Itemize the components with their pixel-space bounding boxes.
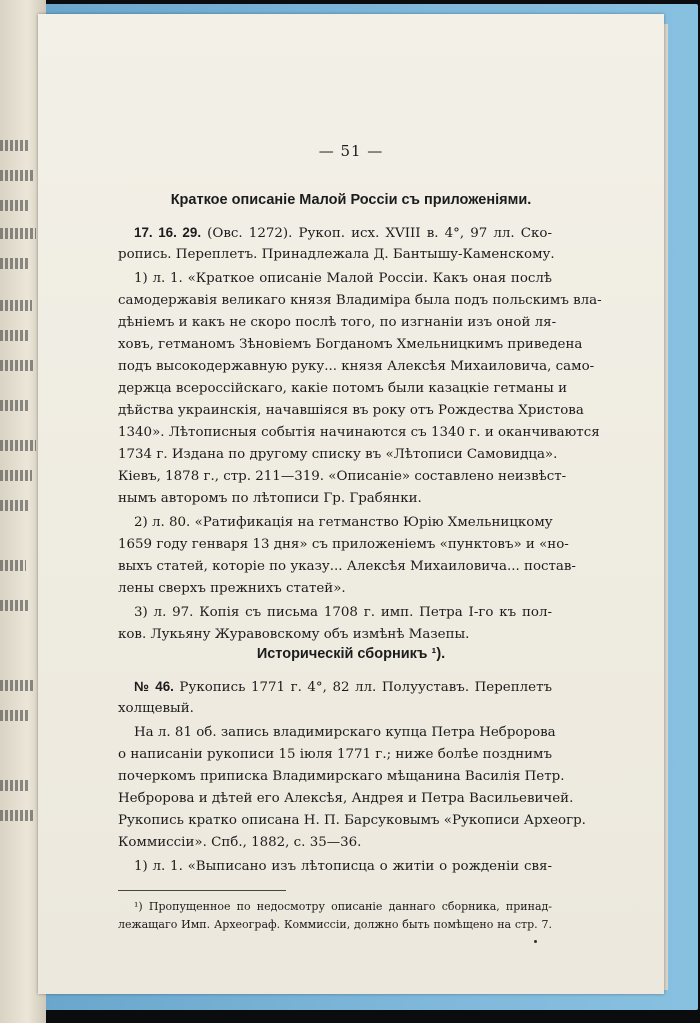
text-line: ропись. Переплетъ. Принадлежала Д. Бантышу-Каменскому. xyxy=(118,247,555,262)
footnote-line: ¹) Пропущенное по недосмотру описаніе даннаго сборника, принад- xyxy=(134,900,552,913)
text-line: 1) л. 1. «Краткое описаніе Малой Россіи. Какъ оная послѣ xyxy=(134,271,552,286)
text-line: 1340». Лѣтописныя событія начинаются съ 1340 г. и оканчиваются xyxy=(118,425,600,440)
text-line: холщевый. xyxy=(118,701,194,716)
book-page xyxy=(38,14,664,994)
text-line: 17. 16. 29. (Овс. 1272). Рукоп. исх. XVIII в. 4°, 97 лл. Ско- xyxy=(134,225,552,241)
footnote-line: лежащаго Имп. Археограф. Коммиссіи, должно быть помѣщено на стр. 7. xyxy=(118,918,552,931)
text-line: 1) л. 1. «Выписано изъ лѣтописца о житіи о рожденіи свя- xyxy=(134,859,552,874)
text-line: держца всероссійскаго, какіе потомъ были казацкіе гетманы и xyxy=(118,381,567,396)
text-line: 3) л. 97. Копія съ письма 1708 г. имп. Петра I-го къ пол- xyxy=(134,605,552,620)
shelfmark: № 46. xyxy=(134,679,174,694)
text-line: нымъ авторомъ по лѣтописи Гр. Грабянки. xyxy=(118,491,422,506)
section-heading-1: Краткое описаніе Малой Россіи съ приложеніями. xyxy=(170,192,532,208)
text-line: Коммиссіи». Спб., 1882, с. 35—36. xyxy=(118,835,362,850)
text-line: № 46. Рукопись 1771 г. 4°, 82 лл. Полууставъ. Переплетъ xyxy=(134,679,553,695)
text-line: 1659 году генваря 13 дня» съ приложеніемъ «пунктовъ» и «но- xyxy=(118,537,569,552)
text-line: ховъ, гетманомъ Зѣновіемъ Богданомъ Хмельницкимъ приведена xyxy=(118,337,583,352)
text-line: лены сверхъ прежнихъ статей». xyxy=(118,581,346,596)
text-line: дѣйства украинскія, начавшіяся въ року отъ Рождества Христова xyxy=(118,403,584,418)
ink-dot xyxy=(534,940,537,943)
text-line: ков. Лукьяну Журавовскому объ измѣнѣ Мазепы. xyxy=(118,627,470,642)
shelfmark: 17. 16. 29. xyxy=(134,225,202,240)
text-line: дѣніемъ и какъ не скоро послѣ того, по изгнаніи изъ оной ля- xyxy=(118,315,557,330)
text-line: Кіевъ, 1878 г., стр. 211—319. «Описаніе» составлено неизвѣст- xyxy=(118,469,567,484)
text-line: Рукопись кратко описана Н. П. Барсуковымъ «Рукописи Археогр. xyxy=(118,813,586,828)
section-heading-2: Историческій сборникъ ¹). xyxy=(256,646,446,662)
text-line: почеркомъ приписка Владимирскаго мѣщанина Василія Петр. xyxy=(118,769,565,784)
text-line: На л. 81 об. запись владимирскаго купца Петра Небророва xyxy=(134,725,556,740)
text-line: 2) л. 80. «Ратификація на гетманство Юрію Хмельницкому xyxy=(134,515,553,530)
text-line: самодержавія великаго князя Владиміра была подъ польскимъ вла- xyxy=(118,293,602,308)
page-number: — 51 — xyxy=(318,142,384,160)
text-line: выхъ статей, которіе по указу... Алексѣя Михаиловича... постав- xyxy=(118,559,576,574)
text-line: Небророва и дѣтей его Алексѣя, Андрея и Петра Васильевичей. xyxy=(118,791,574,806)
footnote-rule xyxy=(118,890,286,891)
text-line: 1734 г. Издана по другому списку въ «Лѣтописи Самовидца». xyxy=(118,447,558,462)
text-line: подъ высокодержавную руку... князя Алексѣя Михаиловича, само- xyxy=(118,359,595,374)
page-edge xyxy=(664,24,668,990)
text-line: о написаніи рукописи 15 іюля 1771 г.; ниже болѣе позднимъ xyxy=(118,747,552,762)
